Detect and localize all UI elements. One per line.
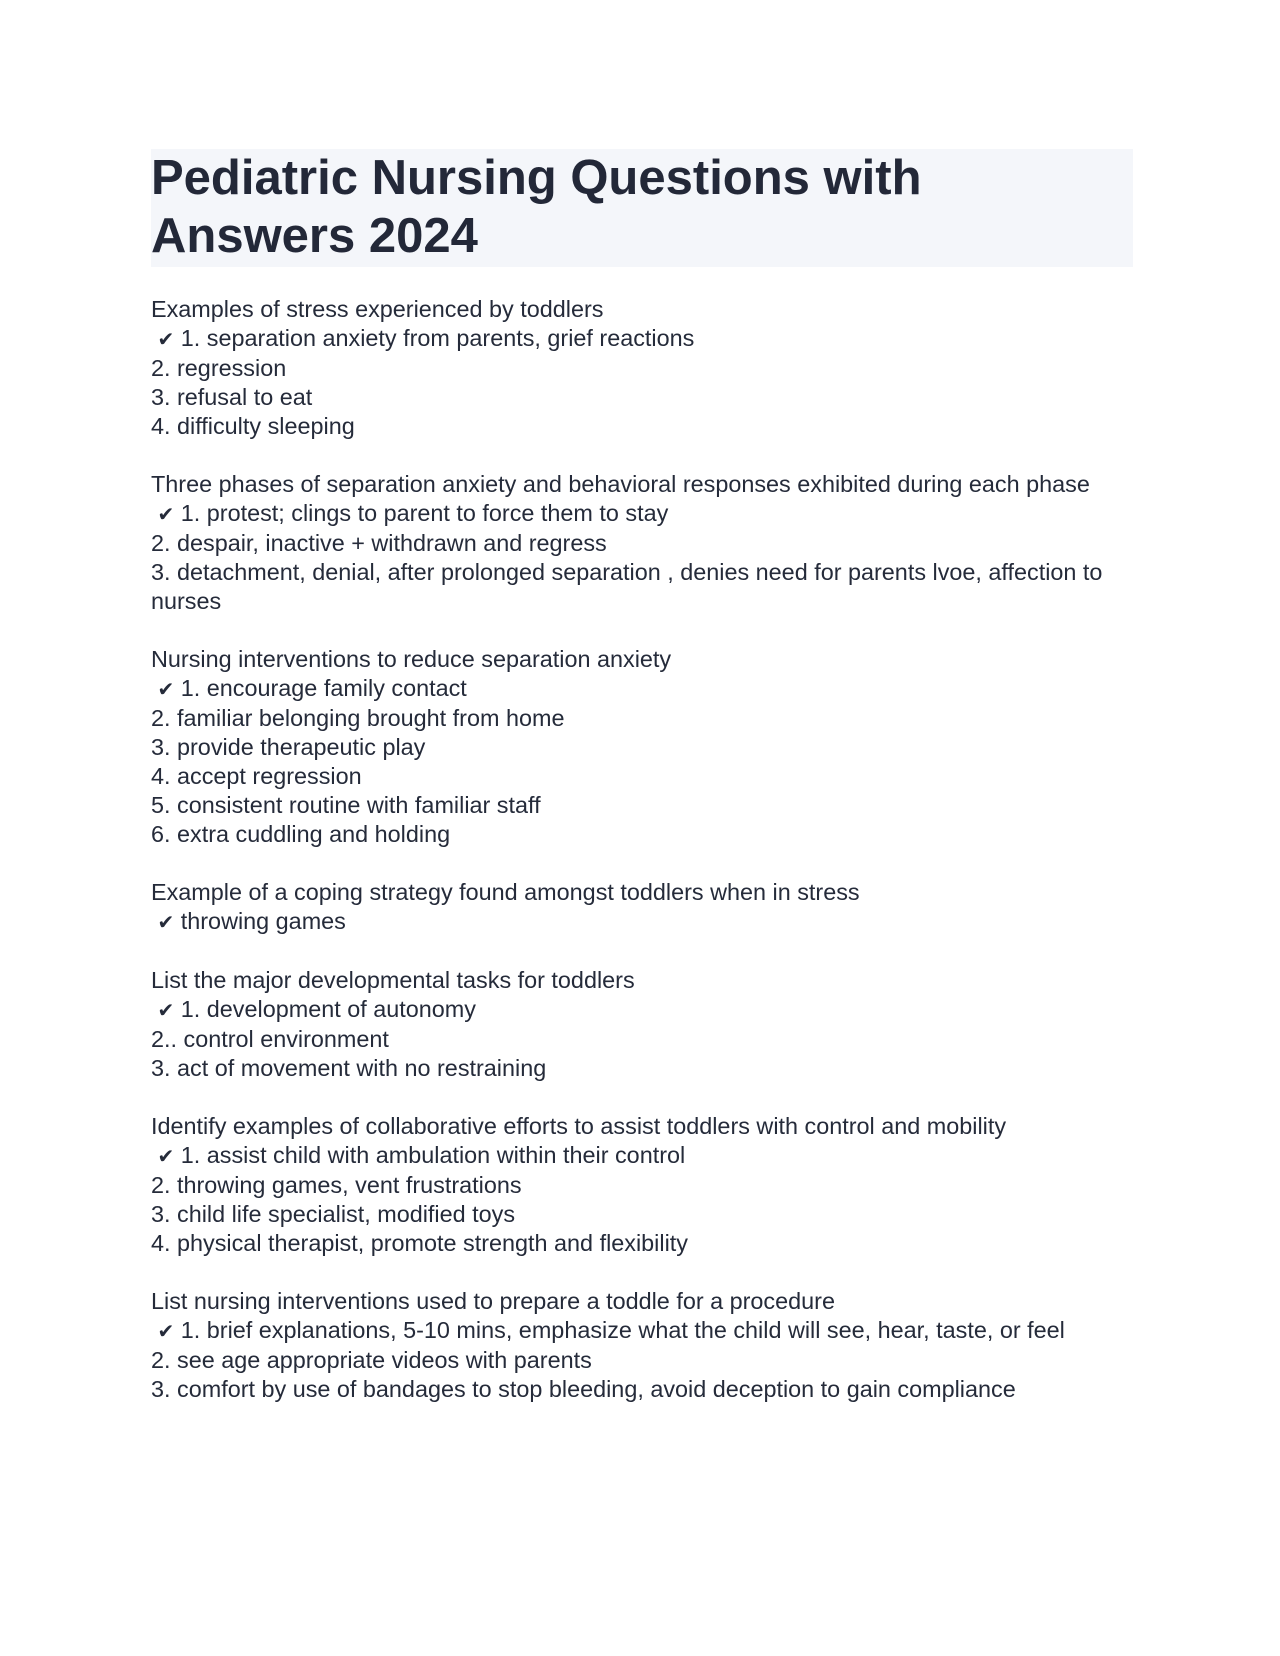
question-text: Three phases of separation anxiety and behavioral responses exhibited during each phase bbox=[151, 471, 1090, 497]
check-mark-icon: ✔ bbox=[157, 327, 175, 351]
document-title: Pediatric Nursing Questions with Answers 2024 bbox=[151, 151, 922, 263]
answer-line: 3. comfort by use of bandages to stop bleeding, avoid deception to gain compliance bbox=[151, 1376, 1016, 1402]
question-text: Identify examples of collaborative efforts to assist toddlers with control and mobility bbox=[151, 1113, 1007, 1139]
qa-item bbox=[151, 645, 1133, 849]
check-mark-icon: ✔ bbox=[157, 910, 175, 934]
check-mark-icon: ✔ bbox=[157, 1144, 175, 1168]
answer-line: 2. regression bbox=[151, 355, 287, 381]
answer-line bbox=[151, 499, 1133, 529]
question-text: Example of a coping strategy found amongst toddlers when in stress bbox=[151, 879, 860, 905]
answer-line: 3. detachment, denial, after prolonged separation , denies need for parents lvoe, affection to nurses bbox=[151, 559, 1109, 614]
qa-item bbox=[151, 1287, 1133, 1404]
answer-line: 3. act of movement with no restraining bbox=[151, 1055, 547, 1081]
answer-line: 2. see age appropriate videos with parents bbox=[151, 1347, 592, 1373]
qa-item bbox=[151, 878, 1133, 937]
answer-text: 1. assist child with ambulation within their control bbox=[180, 1142, 686, 1168]
answer-line: 5. consistent routine with familiar staff bbox=[151, 792, 541, 818]
answer-line bbox=[151, 995, 1133, 1025]
answer-line bbox=[151, 324, 1133, 354]
answer-text: 1. protest; clings to parent to force them to stay bbox=[180, 500, 669, 526]
answer-line bbox=[151, 1316, 1133, 1346]
answer-text: throwing games bbox=[180, 908, 346, 934]
check-mark-icon: ✔ bbox=[157, 1319, 175, 1343]
answer-text: 1. separation anxiety from parents, grief reactions bbox=[180, 325, 695, 351]
qa-item bbox=[151, 966, 1133, 1083]
check-mark-icon: ✔ bbox=[157, 998, 175, 1022]
qa-list bbox=[151, 295, 1133, 1404]
qa-item bbox=[151, 295, 1133, 441]
check-mark-icon: ✔ bbox=[157, 677, 175, 701]
answer-line: 2. despair, inactive + withdrawn and regress bbox=[151, 530, 607, 556]
question-text: Nursing interventions to reduce separation anxiety bbox=[151, 646, 672, 672]
title-block bbox=[151, 149, 1133, 267]
answer-line: 4. physical therapist, promote strength and flexibility bbox=[151, 1230, 688, 1256]
answer-text: 1. development of autonomy bbox=[180, 996, 476, 1022]
answer-line bbox=[151, 1141, 1133, 1171]
answer-line: 3. refusal to eat bbox=[151, 384, 313, 410]
qa-item bbox=[151, 1112, 1133, 1258]
answer-line: 2.. control environment bbox=[151, 1026, 389, 1052]
check-mark-icon: ✔ bbox=[157, 502, 175, 526]
answer-line: 2. throwing games, vent frustrations bbox=[151, 1172, 522, 1198]
answer-line: 4. accept regression bbox=[151, 763, 362, 789]
question-text: Examples of stress experienced by toddlers bbox=[151, 296, 604, 322]
answer-text: 1. brief explanations, 5-10 mins, emphasize what the child will see, hear, taste, or feel bbox=[180, 1317, 1065, 1343]
answer-text: 1. encourage family contact bbox=[180, 675, 467, 701]
qa-item bbox=[151, 470, 1133, 616]
answer-line: 3. child life specialist, modified toys bbox=[151, 1201, 516, 1227]
answer-line: 6. extra cuddling and holding bbox=[151, 821, 451, 847]
answer-line: 4. difficulty sleeping bbox=[151, 413, 355, 439]
document-page bbox=[151, 149, 1133, 1433]
answer-line: 3. provide therapeutic play bbox=[151, 734, 426, 760]
question-text: List nursing interventions used to prepare a toddle for a procedure bbox=[151, 1288, 835, 1314]
answer-line bbox=[151, 907, 1133, 937]
answer-line: 2. familiar belonging brought from home bbox=[151, 705, 565, 731]
question-text: List the major developmental tasks for toddlers bbox=[151, 967, 635, 993]
answer-line bbox=[151, 674, 1133, 704]
